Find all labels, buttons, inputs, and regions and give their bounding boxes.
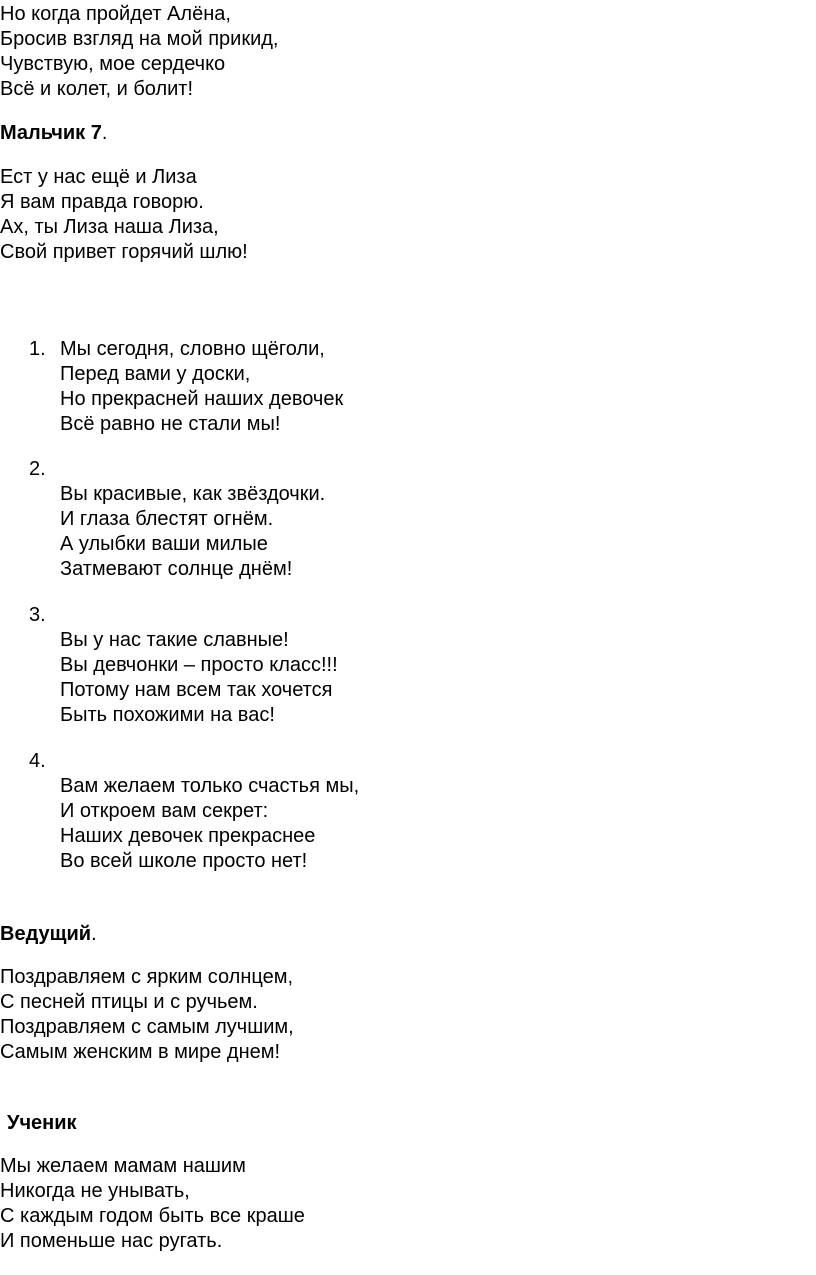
stanza-4 — [0, 1154, 305, 1254]
speaker-punct: . — [101, 122, 108, 144]
stanza-line: Самым женским в мире днем! — [0, 1041, 281, 1063]
list-item-line: Перед вами у доски, — [60, 363, 251, 385]
stanza-line: И поменьше нас ругать. — [0, 1230, 223, 1252]
speaker-heading-host — [0, 922, 97, 947]
speaker-name: Мальчик 7 — [0, 122, 102, 144]
list-item-line: Всё равно не стали мы! — [60, 413, 281, 435]
speaker-punct: . — [91, 923, 97, 945]
stanza-line: С каждым годом быть все краше — [0, 1205, 305, 1227]
list-item-line: Вы у нас такие славные! — [60, 629, 289, 651]
speaker-heading-boy7 — [0, 121, 107, 146]
stanza-3 — [0, 965, 294, 1065]
list-item-number: 2. — [29, 458, 46, 480]
list-item-line: И откроем вам секрет: — [60, 800, 269, 822]
list-item-line: Во всей школе просто нет! — [60, 850, 308, 872]
list-item-number: 3. — [29, 604, 46, 626]
speaker-name: Ведущий — [0, 923, 92, 945]
stanza-line: Я вам правда говорю. — [0, 191, 204, 213]
list-item-line: Затмевают солнце днём! — [60, 558, 293, 580]
stanza-line: Поздравляем с самым лучшим, — [0, 1016, 294, 1038]
list-item-line: Потому нам всем так хочется — [60, 679, 333, 701]
stanza-line: Мы желаем мамам нашим — [0, 1155, 246, 1177]
speaker-name: Ученик — [7, 1112, 77, 1134]
list-item-number: 1. — [29, 338, 46, 360]
list-item-line: Вы девчонки – просто класс!!! — [60, 654, 338, 676]
stanza-line: Поздравляем с ярким солнцем, — [0, 966, 294, 988]
list-item-line: Но прекрасней наших девочек — [60, 388, 344, 410]
stanza-line: Всё и колет, и болит! — [0, 78, 194, 100]
speaker-heading-student — [7, 1111, 77, 1136]
list-item-line: Наших девочек прекраснее — [60, 825, 316, 847]
stanza-line: Ах, ты Лиза наша Лиза, — [0, 216, 219, 238]
stanza-line: Ест у нас ещё и Лиза — [0, 166, 197, 188]
stanza-line: Чувствую, мое сердечко — [0, 53, 226, 75]
list-item-line: Вам желаем только счастья мы, — [60, 775, 360, 797]
list-item-line: Мы сегодня, словно щёголи, — [60, 338, 325, 360]
stanza-line: Никогда не унывать, — [0, 1180, 190, 1202]
stanza-line: Но когда пройдет Алёна, — [0, 3, 231, 25]
list-item-line: А улыбки ваши милые — [60, 533, 268, 555]
list-item-number: 4. — [29, 750, 46, 772]
list-item-line: Быть похожими на вас! — [60, 704, 275, 726]
stanza-line: Бросив взгляд на мой прикид, — [0, 28, 279, 50]
list-item-line: И глаза блестят огнём. — [60, 508, 274, 530]
list-item-line: Вы красивые, как звёздочки. — [60, 483, 326, 505]
stanza-line: С песней птицы и с ручьем. — [0, 991, 258, 1013]
stanza-1 — [0, 2, 278, 102]
stanza-line: Свой привет горячий шлю! — [0, 241, 248, 263]
stanza-2 — [0, 165, 248, 265]
